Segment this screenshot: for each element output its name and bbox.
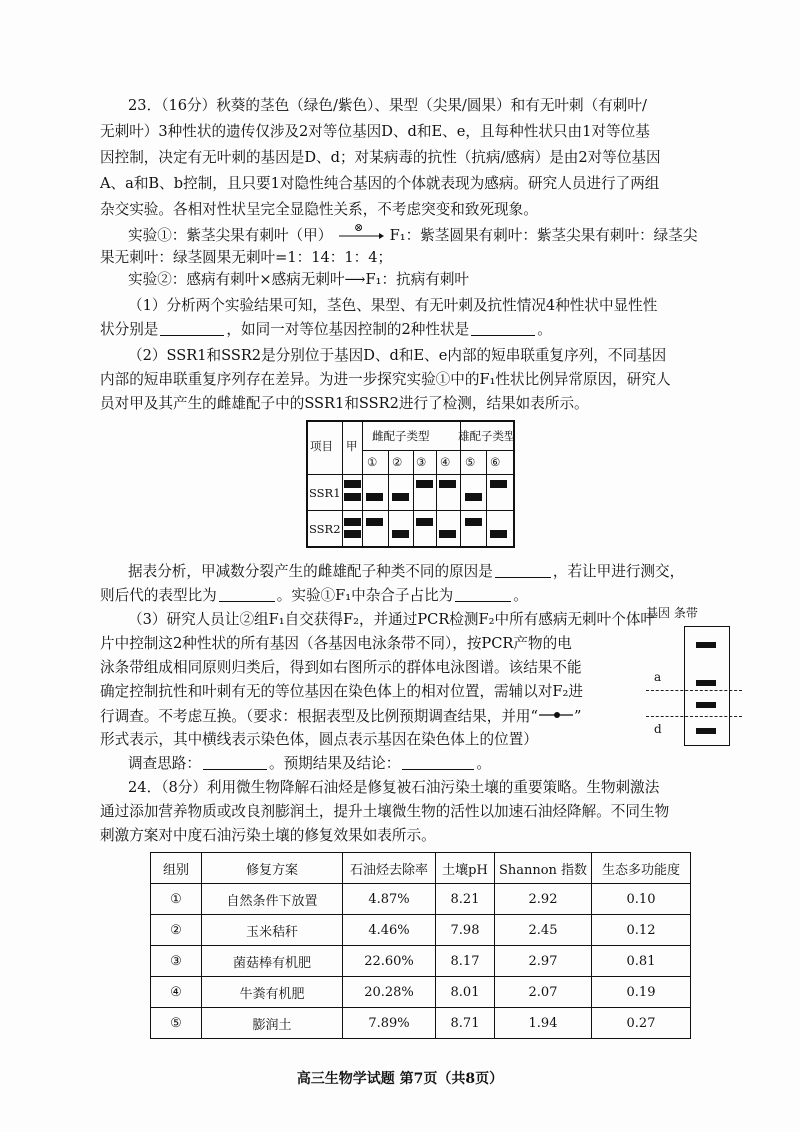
- q23-part3-line6: 形式表示，其中横线表示染色体，圆点表示基因在染色体上的位置）: [100, 731, 538, 748]
- table-row: ② 玉米秸秆 4.46% 7.98 2.45 0.12: [151, 915, 691, 946]
- q24-line-1: 24．（8分）利用微生物降解石油烃是修复被石油污染土壤的重要策略。生物刺激法: [128, 779, 660, 796]
- gamete-5: ⑤: [465, 455, 476, 469]
- band: [366, 518, 383, 526]
- band: [344, 518, 361, 526]
- col-scheme: 修复方案: [202, 853, 343, 884]
- answer-blank[interactable]: [402, 755, 474, 770]
- band: [465, 493, 482, 501]
- band: [439, 530, 456, 538]
- band: [439, 480, 456, 488]
- exp1-offspring: F₁：紫茎圆果有刺叶：紫茎尖果有刺叶：绿茎尖: [389, 227, 698, 244]
- header-female: 雌配子类型: [372, 429, 430, 443]
- col-ph: 土壤pH: [436, 853, 495, 884]
- gamete-3: ③: [416, 455, 427, 469]
- q23-line-4: A、a和B、b控制，且只要1对隐性纯合基因的个体就表现为感病。研究人员进行了两组: [100, 175, 660, 192]
- band: [696, 680, 716, 686]
- experiment-2: 实验②：感病有刺叶×感病无刺叶⟶F₁：抗病有刺叶: [128, 271, 470, 288]
- q23-line-1: 23．（16分）秋葵的茎色（绿色/紫色）、果型（尖果/圆果）和有无叶刺（有刺叶/: [128, 97, 647, 114]
- gamete-1: ①: [367, 455, 378, 469]
- divider: [646, 690, 742, 691]
- col-group: 组别: [151, 853, 202, 884]
- ssr-table: [306, 420, 515, 548]
- q23-part3-line5: 行调查。不考虑互换。（要求：根据表型及比例预期调查结果，并用“ ”: [100, 708, 582, 725]
- band: [490, 480, 507, 488]
- q23-part2-question2: 则后代的表型比为 。实验①F₁中杂合子占比为 。: [100, 587, 528, 604]
- col-removal: 石油烃去除率: [343, 853, 436, 884]
- answer-blank[interactable]: [219, 587, 275, 602]
- table-row: ⑤ 膨润土 7.89% 8.71 1.94 0.27: [151, 1008, 691, 1039]
- divider: [646, 716, 742, 717]
- band: [696, 702, 716, 708]
- header-male: 雄配子类型: [458, 429, 516, 443]
- col-shannon: Shannon 指数: [495, 853, 592, 884]
- remediation-table: [150, 852, 691, 1039]
- q23-line-5: 杂交实验。各相对性状呈完全显隐性关系，不考虑突变和致死现象。: [100, 201, 538, 218]
- q23-part2-line3: 员对甲及其产生的雌雄配子中的SSR1和SSR2进行了检测，结果如表所示。: [100, 395, 589, 412]
- q23-part3-final: 调查思路： 。预期结果及结论： 。: [128, 755, 491, 772]
- q23-part3-line3: 泳条带组成相同原则归类后，得到如右图所示的群体电泳图谱。该结果不能: [100, 659, 582, 676]
- answer-blank[interactable]: [495, 563, 551, 578]
- gamete-2: ②: [392, 455, 403, 469]
- band: [416, 480, 433, 488]
- q23-part3-line2: 片中控制这2种性状的所有基因（各基因电泳条带不同），按PCR产物的电: [100, 635, 572, 652]
- gel-label-a: a: [654, 670, 662, 684]
- electrophoresis-figure: [640, 604, 740, 744]
- gamete-6: ⑥: [490, 455, 501, 469]
- gamete-4: ④: [440, 455, 451, 469]
- band: [344, 480, 361, 488]
- band: [696, 642, 716, 648]
- exp1-ratio: 果无刺叶：绿茎圆果无刺叶=1：14：1：4；: [100, 249, 393, 266]
- header-jia: 甲: [346, 439, 358, 453]
- band: [392, 493, 409, 501]
- q23-line-3: 因控制，决定有无叶刺的基因是D、d；对某病毒的抗性（抗病/感病）是由2对等位基因: [100, 149, 661, 166]
- q23-part2-line2: 内部的短串联重复序列存在差异。为进一步探究实验①中的F₁性状比例异常原因，研究人: [100, 371, 671, 388]
- row-ssr1: SSR1: [309, 486, 341, 500]
- q23-part2-question1: 据表分析，甲减数分裂产生的雌雄配子种类不同的原因是 ，若让甲进行测交，: [128, 563, 685, 580]
- answer-blank[interactable]: [455, 587, 511, 602]
- table-row: ③ 菌菇棒有机肥 22.60% 8.17 2.97 0.81: [151, 946, 691, 977]
- q24-line-2: 通过添加营养物质或改良剂膨润土，提升土壤微生物的活性以加速石油烃降解。不同生物: [100, 803, 670, 820]
- table-header-row: [151, 853, 691, 884]
- q23-part3-line4: 确定控制抗性和叶刺有无的等位基因在染色体上的相对位置，需辅以对F₂进: [100, 683, 583, 700]
- answer-blank[interactable]: [203, 755, 267, 770]
- page-footer: 高三生物学试题 第7页（共8页）: [296, 1071, 504, 1087]
- band: [416, 518, 433, 526]
- col-multifunction: 生态多功能度: [592, 853, 691, 884]
- q23-part3-line1: （3）研究人员让②组F₁自交获得F₂，并通过PCR检测F₂中所有感病无刺叶个体叶: [128, 611, 656, 628]
- band: [392, 530, 409, 538]
- band: [344, 493, 361, 501]
- q23-part1-line1: （1）分析两个实验结果可知，茎色、果型、有无叶刺及抗性情况4种性状中显性性: [128, 297, 658, 314]
- q23-part2-line1: （2）SSR1和SSR2是分别位于基因D、d和E、e内部的短串联重复序列，不同基因: [128, 347, 667, 364]
- q23-part1-line2: 状分别是 ，如同一对等位基因控制的2种性状是 。: [100, 321, 552, 338]
- table-row: ① 自然条件下放置 4.87% 8.21 2.92 0.10: [151, 884, 691, 915]
- gel-label-d: d: [654, 722, 662, 736]
- band: [490, 530, 507, 538]
- band: [366, 493, 383, 501]
- q23-line-2: 无刺叶）3种性状的遗传仅涉及2对等位基因D、d和E、e，且每种性状只由1对等位基: [100, 123, 650, 140]
- experiment-1: [128, 221, 698, 246]
- chromosome-symbol-icon: [538, 706, 574, 716]
- answer-blank[interactable]: [160, 321, 224, 336]
- header-item: 项目: [310, 439, 333, 453]
- exp1-parent: 实验①：紫茎尖果有刺叶（甲）: [128, 227, 333, 244]
- q24-line-3: 刺激方案对中度石油污染土壤的修复效果如表所示。: [100, 827, 436, 844]
- band: [344, 530, 361, 538]
- answer-blank[interactable]: [471, 321, 535, 336]
- gel-header: 基因 条带: [646, 606, 698, 620]
- selfing-arrow-icon: ⊗: [337, 227, 385, 241]
- band: [465, 518, 482, 526]
- row-ssr2: SSR2: [309, 522, 341, 536]
- band: [696, 728, 716, 734]
- table-row: ④ 牛粪有机肥 20.28% 8.01 2.07 0.19: [151, 977, 691, 1008]
